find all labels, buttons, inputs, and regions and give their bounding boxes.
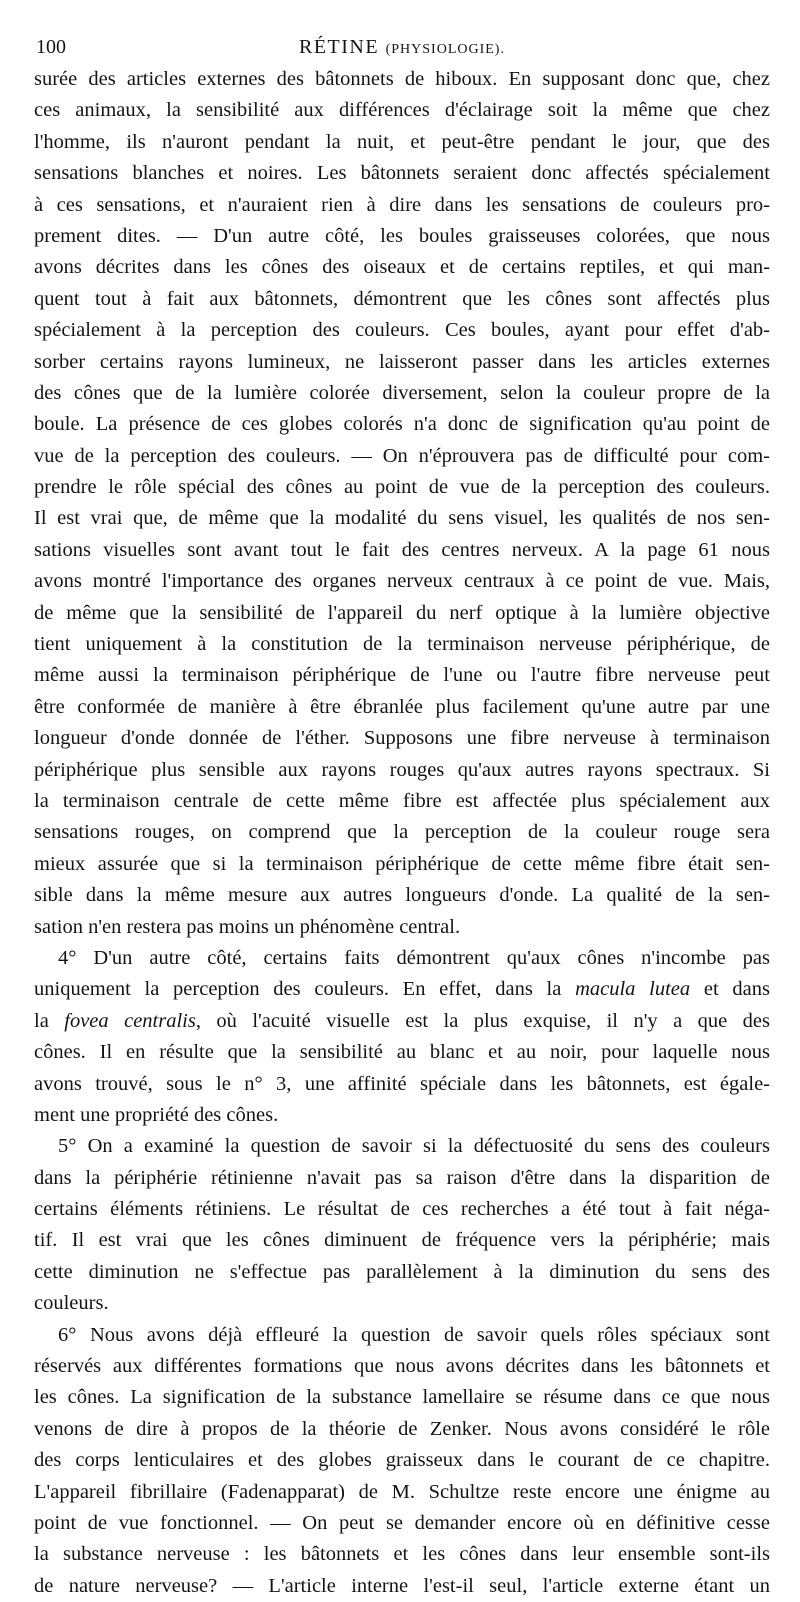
text-line: ment une propriété des cônes. [34,1103,279,1126]
text-line: quent tout à fait aux bâtonnets, démontrent que les cônes sont affectés plus [34,287,770,310]
document-page [34,30,770,1602]
text-line: couleurs. [34,1292,109,1315]
text-line: être conformée de manière à être ébranlée plus facilement qu'une autre par une [34,695,770,718]
text-line: longueur d'onde donnée de l'éther. Supposons une fibre nerveuse à terminaison [34,727,770,750]
text-line: prement dites. — D'un autre côté, les boules graisseuses colorées, que nous [34,224,770,247]
text-line: mieux assurée que si la terminaison périphérique de cette même fibre était sen- [34,852,770,875]
text-line: des corps lenticulaires et des globes graisseux dans le courant de ce chapitre. [34,1449,770,1472]
text-line: dans la périphérie rétinienne n'avait pas sa raison d'être dans la disparition de [34,1166,770,1189]
text-line: avons trouvé, sous le n° 3, une affinité spéciale dans les bâtonnets, est égale- [34,1072,770,1095]
text-line: des cônes que de la lumière colorée diversement, selon la couleur propre de la [34,381,770,404]
running-head-title: RÉTINE [299,36,380,58]
text-line: périphérique plus sensible aux rayons rouges qu'aux autres rayons spectraux. Si [34,758,770,781]
text-line: boule. La présence de ces globes colorés n'a donc de signification qu'au point de [34,413,770,436]
text-line: de nature nerveuse? — L'article interne l'est-il seul, l'article externe étant un [34,1574,770,1597]
text-line: avons montré l'importance des organes nerveux centraux à ce point de vue. Mais, [34,570,770,593]
text-line: point de vue fonctionnel. — On peut se demander encore où en définitive cesse [34,1511,770,1534]
text-line: réservés aux différentes formations que nous avons décrites dans les bâtonnets et [34,1355,770,1378]
body-text [34,64,770,1602]
text-line: sations visuelles sont avant tout le fait des centres nerveux. A la page 61 nous [34,538,770,561]
paragraph-start-line: 6° Nous avons déjà effleuré la question de savoir quels rôles spéciaux sont [58,1323,770,1346]
text-line: même aussi la terminaison périphérique de l'une ou l'autre fibre nerveuse peut [34,664,770,687]
text-line: spécialement à la perception des couleurs. Ces boules, ayant pour effet d'ab- [34,319,770,342]
text-line: la terminaison centrale de cette même fibre est affectée plus spécialement aux [34,789,770,812]
text-line: la substance nerveuse : les bâtonnets et les cônes dans leur ensemble sont-ils [34,1543,770,1566]
text-line: à ces sensations, et n'auraient rien à dire dans les sensations de couleurs pro- [34,193,770,216]
text-line: sible dans la même mesure aux autres longueurs d'onde. La qualité de la sen- [34,884,770,907]
text-line: avons décrites dans les cônes des oiseaux et de certains reptiles, et qui man- [34,256,770,279]
text-line: les cônes. La signification de la substance lamellaire se résume dans ce que nous [34,1386,770,1409]
paragraph-start-line: 5° On a examiné la question de savoir si la défectuosité du sens des couleurs [58,1135,770,1158]
text-line: surée des articles externes des bâtonnets de hiboux. En supposant donc que, chez [34,68,770,90]
text-line: tif. Il est vrai que les cônes diminuent de fréquence vers la périphérie; mais [34,1229,770,1252]
running-head [34,30,770,67]
text-line: certains éléments rétiniens. Le résultat de ces recherches a été tout à fait néga- [34,1198,770,1221]
page-number: 100 [36,36,66,58]
text-line: de même que la sensibilité de l'appareil du nerf optique à la lumière objective [34,601,770,624]
text-line: ces animaux, la sensibilité aux différences d'éclairage soit la même que chez [34,99,770,122]
text-line: l'homme, ils n'auront pendant la nuit, et peut-être pendant le jour, que des [34,130,770,153]
text-line: sation n'en restera pas moins un phénomène central. [34,915,461,938]
page-header [34,30,770,64]
text-line: prendre le rôle spécial des cônes au point de vue de la perception des couleurs. [34,476,770,499]
running-head-subtitle: (PHYSIOLOGIE). [385,42,505,57]
text-line: sensations rouges, on comprend que la perception de la couleur rouge sera [34,821,770,844]
text-line: tient uniquement à la constitution de la terminaison nerveuse périphérique, de [34,633,770,656]
text-line: cônes. Il en résulte que la sensibilité au blanc et au noir, pour laquelle nous [34,1041,770,1064]
paragraph-start-line: 4° D'un autre côté, certains faits démontrent qu'aux cônes n'incombe pas [58,946,770,969]
text-line: sorber certains rayons lumineux, ne laisseront passer dans les articles externes [34,350,770,373]
text-line: uniquement la perception des couleurs. En effet, dans la macula lutea et dans [34,978,771,1001]
text-line: venons de dire à propos de la théorie de Zenker. Nous avons considéré le rôle [34,1417,770,1440]
text-line: L'appareil fibrillaire (Fadenapparat) de M. Schultze reste encore une énigme au [34,1480,770,1503]
text-line: sensations blanches et noires. Les bâtonnets seraient donc affectés spécialement [34,162,770,185]
text-line: Il est vrai que, de même que la modalité du sens visuel, les qualités de nos sen- [34,507,770,530]
text-line: cette diminution ne s'effectue pas parallèlement à la diminution du sens des [34,1260,770,1283]
text-line: la fovea centralis, où l'acuité visuelle est la plus exquise, il n'y a que des [34,1009,771,1032]
text-line: vue de la perception des couleurs. — On n'éprouvera pas de difficulté pour com- [34,444,770,467]
